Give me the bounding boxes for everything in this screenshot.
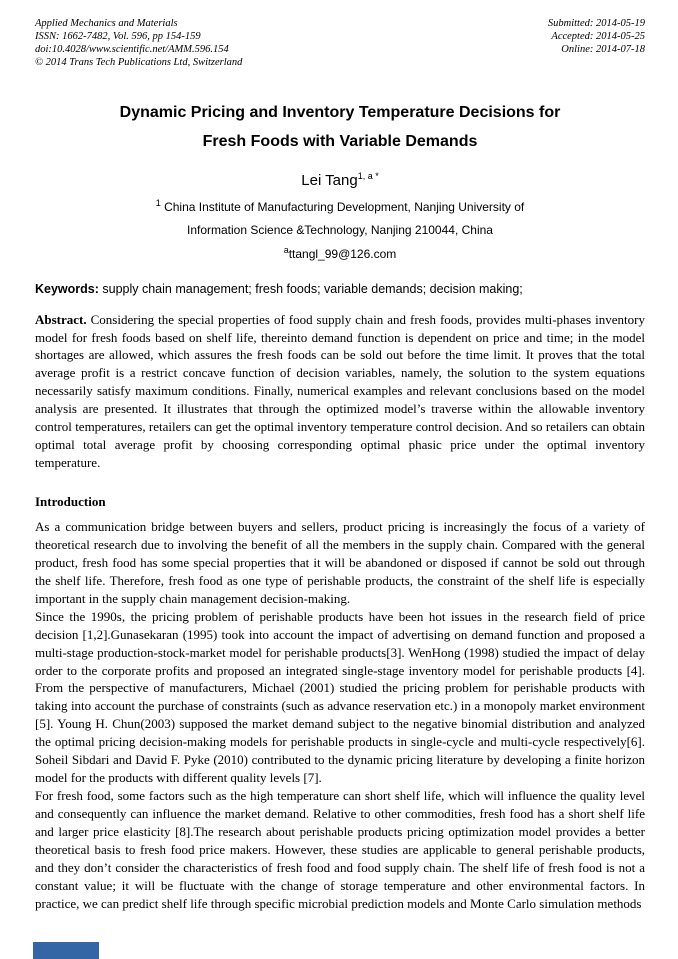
author-meta bbox=[35, 167, 645, 266]
paper-title-line1: Dynamic Pricing and Inventory Temperature Decisions for bbox=[119, 103, 561, 121]
online-date: Online: 2014-07-18 bbox=[561, 44, 645, 56]
abstract bbox=[35, 311, 645, 472]
introduction-heading: Introduction bbox=[35, 494, 106, 510]
submission-dates bbox=[548, 17, 645, 70]
email-superscript: a bbox=[283, 244, 289, 255]
journal-header bbox=[35, 17, 645, 70]
affiliation-line1 bbox=[35, 195, 645, 219]
email-text: ttangl_99@126.com bbox=[288, 246, 397, 261]
journal-copyright: © 2014 Trans Tech Publications Ltd, Switzerland bbox=[35, 57, 243, 69]
journal-name: Applied Mechanics and Materials bbox=[35, 18, 178, 29]
paper-title bbox=[35, 98, 645, 157]
journal-info bbox=[35, 17, 242, 70]
affiliation-superscript: 1 bbox=[155, 198, 161, 209]
accepted-date: Accepted: 2014-05-25 bbox=[551, 31, 645, 43]
abstract-text: Considering the special properties of food supply chain and fresh foods, provides multi-phases inventory model for fresh foods based on shelf life, thereinto demand function is dependent on price and time; in the model shortages are allowed, which assures the fresh foods can be sold out before the time limit. It proves that the total average profit is a restrict concave function of decision variables, namely, the solution to the system equations necessarily satisfy maximum conditions. Finally, numerical examples and relevant conclusions based on the model analysis are presented. It illustrates that through the optimized model’s traverse within the allowable inventory control temperatures, retailers can get the optimal inventory temperature control decision. And so retailers can obtain optimal total average profit by choosing corresponding optimal phasic price under the optimal inventory temperature. bbox=[35, 311, 645, 471]
author-superscript: 1, a * bbox=[357, 170, 379, 181]
keywords-text: supply chain management; fresh foods; variable demands; decision making; bbox=[98, 281, 523, 296]
journal-issn: ISSN: 1662-7482, Vol. 596, pp 154-159 bbox=[35, 31, 201, 43]
affiliation-text2: Information Science &Technology, Nanjing 210044, China bbox=[187, 222, 493, 237]
submitted-date: Submitted: 2014-05-19 bbox=[547, 18, 645, 29]
introduction-paragraph: Since the 1990s, the pricing problem of perishable products have been hot issues in the research field of price decision [1,2].Gunasekaran (1995) took into account the impact of advertising on demand function and proposed a multi-stage production-stock-market model for perishable products[3]. WenHong (1998) studied the impact of delay order to the corporate profits and proposed an integrated single-stage inventory model for perishable products [4]. From the perspective of manufacturers, Michael (2001) studied the pricing problem for perishable products with taking into account the purchase of constraints (such as advance reservation etc.) in a monopoly market environment [5]. Young H. Chun(2003) supposed the market demand subject to the negative binomial distribution and analyzed the optimal pricing decision-making models for perishable products in single-cycle and multi-cycle respectively[6]. Soheil Sibdari and David F. Pyke (2010) contributed to the dynamic pricing literature by developing a finite horizon model for the products with different quality levels [7]. bbox=[35, 608, 645, 786]
author-name bbox=[35, 167, 645, 196]
paper-title-line2: Fresh Foods with Variable Demands bbox=[202, 133, 478, 151]
journal-doi: doi:10.4028/www.scientific.net/AMM.596.154 bbox=[35, 44, 229, 56]
footer-banner bbox=[33, 942, 99, 959]
author-email bbox=[35, 242, 645, 266]
affiliation-line2 bbox=[35, 219, 645, 242]
introduction-paragraph: As a communication bridge between buyers and sellers, product pricing is increasingly the focus of a variety of theoretical research due to involving the benefit of all the members in the supply chain. Compared with the general product, fresh food has some special properties that it will be abandoned or disposed if cannot be sold out through the shelf life. Therefore, fresh food as one type of perishable products, the constraint of the shelf life is especially important in the supply chain management decision-making. bbox=[35, 519, 645, 606]
introduction-paragraph: For fresh food, some factors such as the high temperature can short shelf life, which will influence the quality level and consequently can influence the market demand. Relative to other commodities, fresh food has a short shelf life and larger price elasticity [8].The research about perishable products pricing optimization model provides a better theoretical basis to fresh food price makers. However, these studies are applicable to general perishable products, and they don’t consider the characteristics of fresh food and food supply chain. The shelf life of fresh food is not a constant value; it will be fluctuate with the change of storage temperature and other environmental factors. In practice, we can predict shelf life through specific microbial prediction models and Monte Carlo simulation methods bbox=[35, 788, 645, 911]
affiliation-text1: China Institute of Manufacturing Development, Nanjing University of bbox=[160, 200, 525, 215]
author-name-text: Lei Tang bbox=[301, 171, 358, 189]
abstract-label: Abstract. bbox=[35, 311, 87, 327]
keywords bbox=[35, 282, 645, 296]
keywords-label: Keywords: bbox=[35, 281, 99, 296]
